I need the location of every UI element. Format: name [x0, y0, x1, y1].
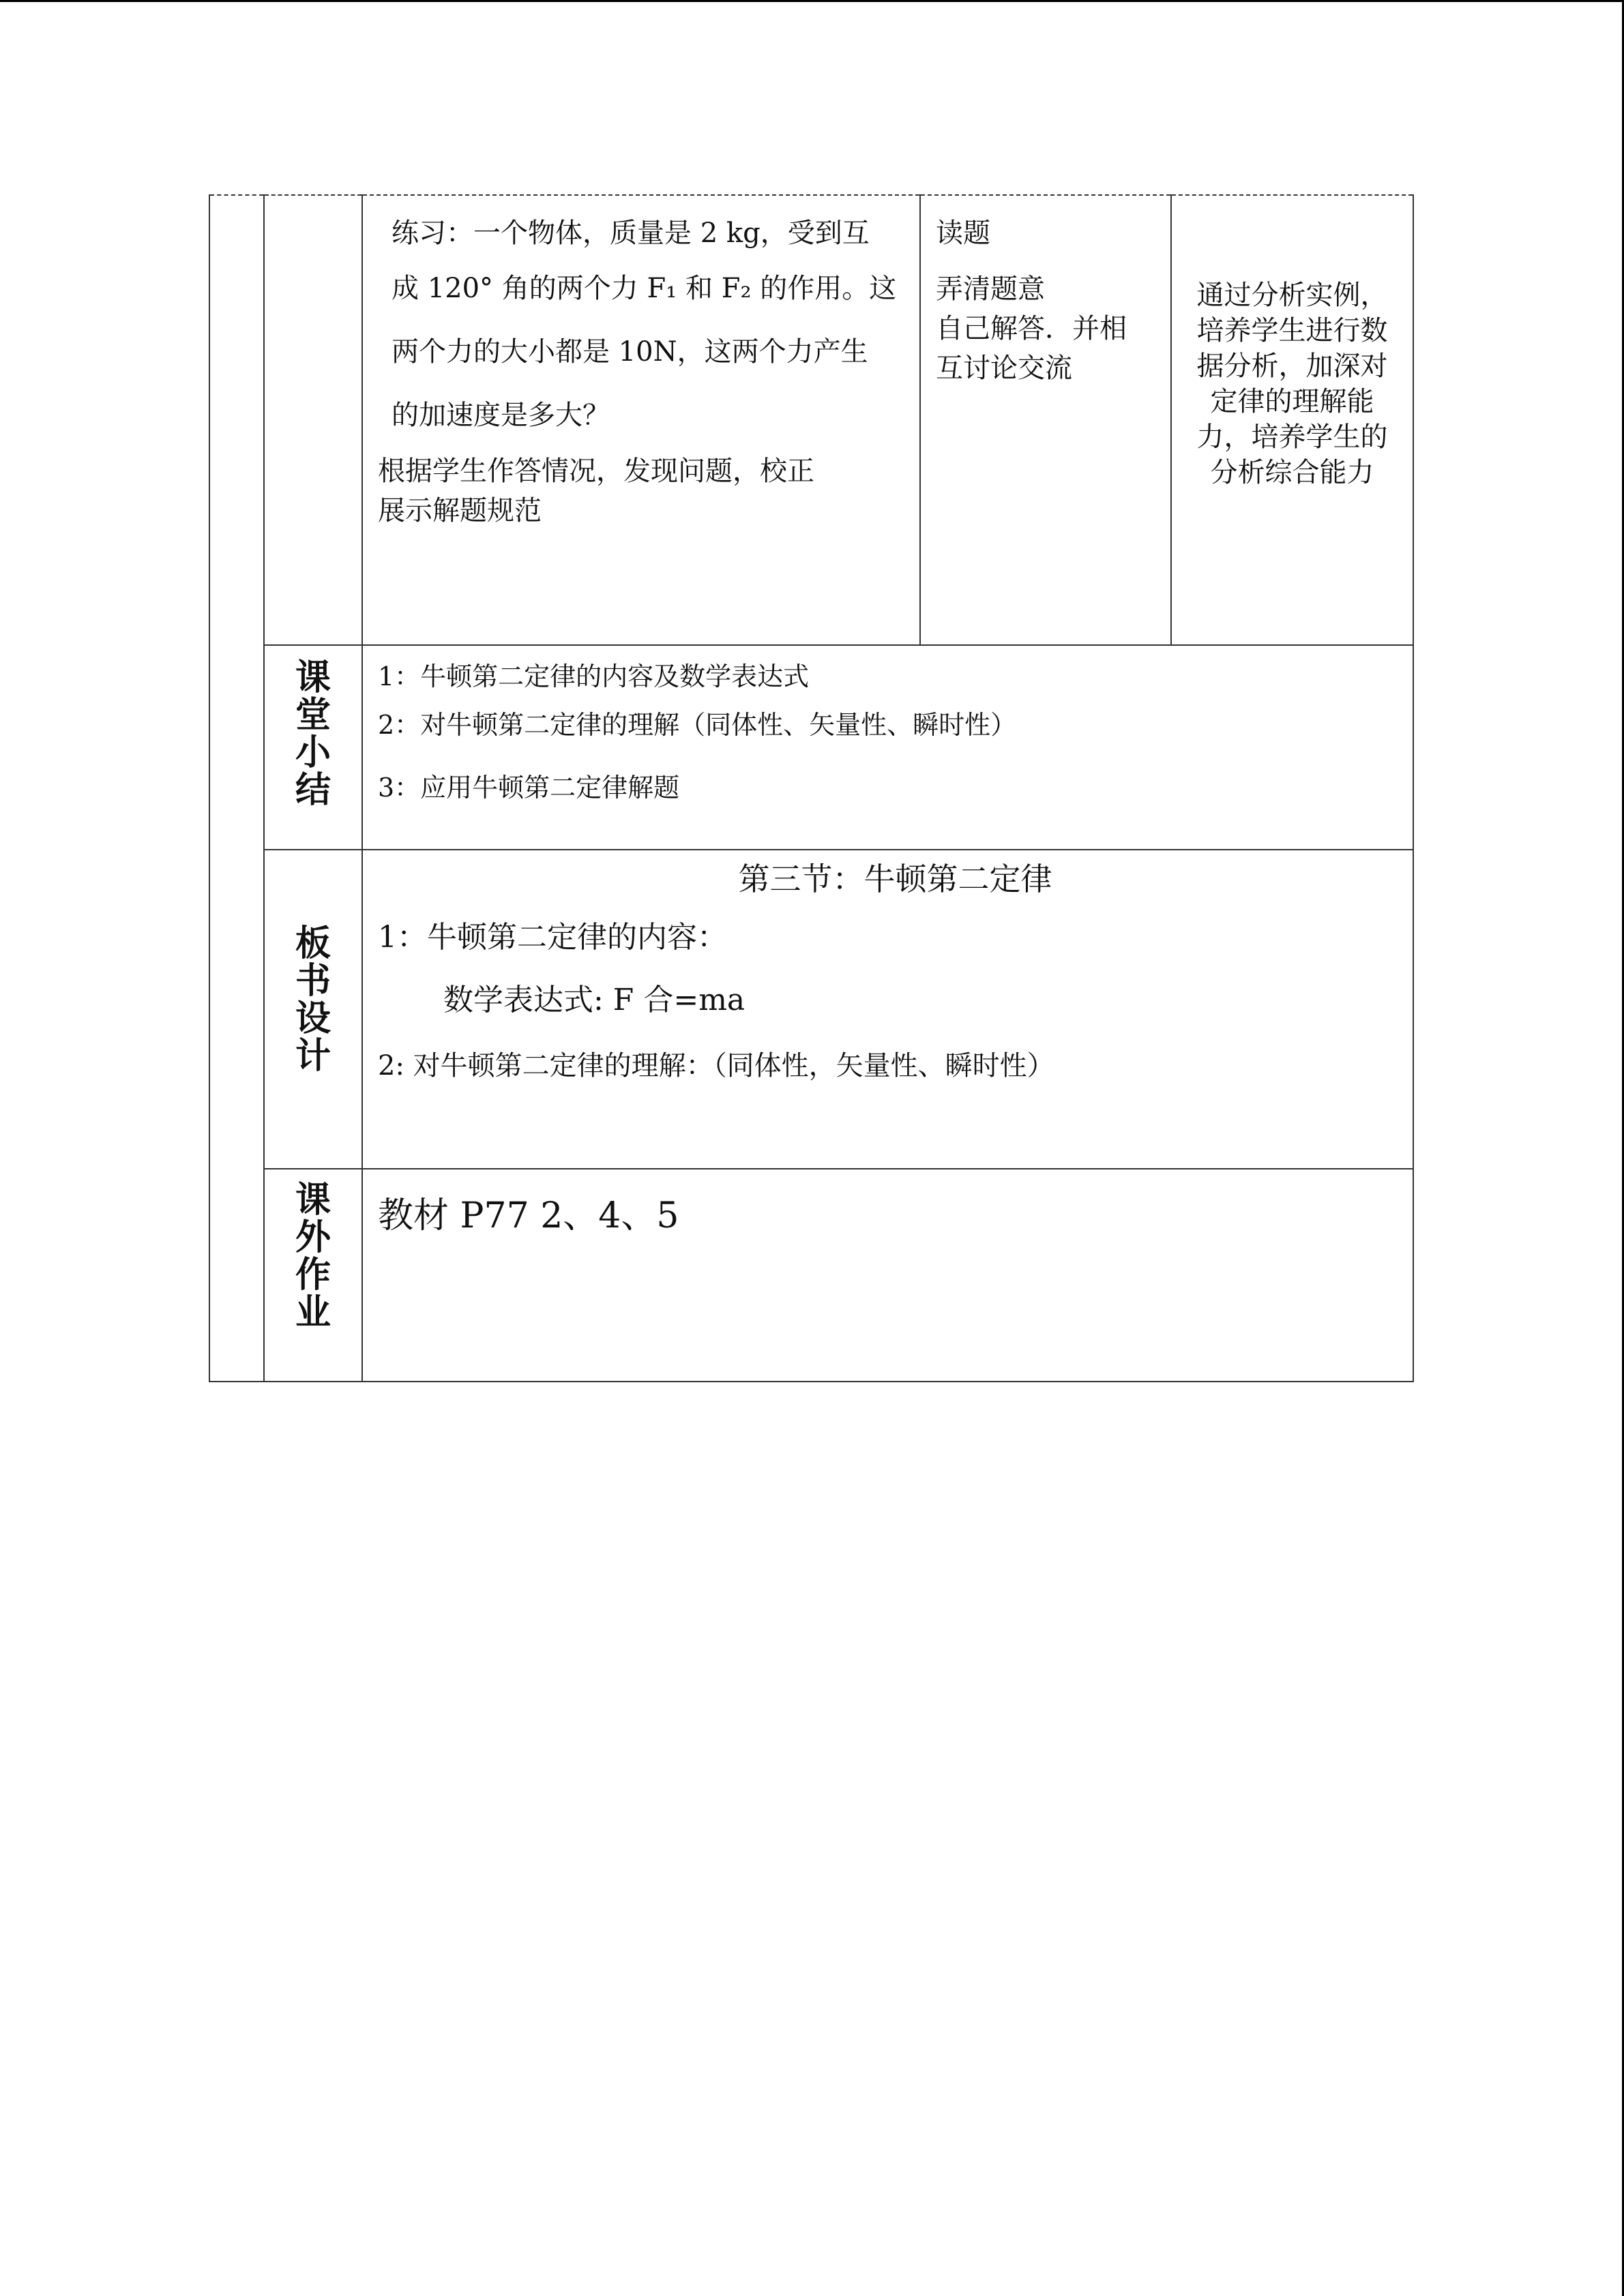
practice-section-cell	[264, 195, 362, 645]
student-activity-cell	[920, 195, 1171, 645]
homework-row	[209, 1169, 1413, 1382]
design-intent-line: 力，培养学生的	[1196, 421, 1388, 453]
design-intent-line: 培养学生进行数	[1196, 315, 1388, 346]
summary-label-char: 课	[295, 657, 331, 698]
summary-item: 3：应用牛顿第二定律解题	[378, 773, 680, 803]
student-activity-line: 弄清题意	[936, 273, 1045, 305]
summary-label-cell	[264, 645, 362, 850]
summary-label-char: 小	[295, 732, 331, 774]
board-label-char: 设	[295, 998, 331, 1040]
teacher-activity-line: 展示解题规范	[378, 495, 542, 526]
homework-label-char: 课	[295, 1180, 331, 1221]
summary-row	[209, 645, 1413, 850]
design-intent-line: 据分析，加深对	[1196, 351, 1388, 382]
student-activity-line: 自己解答．并相	[936, 313, 1127, 344]
board-label-char: 书	[295, 961, 331, 1002]
board-formula-line: 数学表达式: F 合=ma	[443, 983, 745, 1017]
homework-text: 教材 P77 2、4、5	[378, 1195, 679, 1236]
homework-label-char: 作	[295, 1255, 331, 1296]
board-title: 第三节：牛顿第二定律	[738, 861, 1052, 897]
teacher-activity-line: 根据学生作答情况，发现问题，校正	[378, 456, 814, 487]
homework-label-char: 业	[295, 1292, 331, 1334]
student-activity-line: 互讨论交流	[936, 353, 1072, 384]
summary-item: 2：对牛顿第二定律的理解（同体性、矢量性、瞬时性）	[378, 710, 1017, 740]
homework-label-char: 外	[295, 1217, 331, 1259]
summary-item: 1：牛顿第二定律的内容及数学表达式	[378, 661, 810, 691]
board-content-cell	[362, 850, 1413, 1169]
design-intent-line: 定律的理解能	[1210, 386, 1374, 417]
practice-question-line: 练习：一个物体，质量是 2 kg，受到互	[392, 218, 870, 249]
board-content-line: 2: 对牛顿第二定律的理解：（同体性，矢量性、瞬时性）	[378, 1050, 1054, 1082]
summary-label-char: 结	[295, 770, 331, 811]
homework-label	[265, 1169, 361, 1332]
board-design-row	[209, 850, 1413, 1169]
design-intent-cell	[1171, 195, 1413, 645]
board-label-char: 计	[295, 1036, 331, 1077]
practice-question-line: 成 120° 角的两个力 F₁ 和 F₂ 的作用。这	[392, 273, 897, 304]
student-activity-line: 读题	[936, 218, 990, 249]
board-content-line: 1：牛顿第二定律的内容：	[378, 920, 727, 955]
practice-content-cell	[362, 195, 920, 645]
board-label	[265, 850, 361, 1075]
board-label-char: 板	[295, 923, 331, 964]
summary-label	[265, 646, 361, 809]
practice-question-line: 的加速度是多大？	[392, 400, 610, 431]
page-top-border	[0, 0, 1624, 2]
design-intent-line: 通过分析实例，	[1196, 280, 1388, 311]
summary-label-char: 堂	[295, 695, 331, 736]
board-label-cell	[264, 850, 362, 1169]
practice-row	[209, 195, 1413, 645]
design-intent-line: 分析综合能力	[1210, 457, 1374, 488]
lesson-plan-table	[209, 194, 1414, 1382]
outer-margin-cell	[209, 195, 264, 1382]
summary-content-cell	[362, 645, 1413, 850]
homework-content-cell	[362, 1169, 1413, 1382]
homework-label-cell	[264, 1169, 362, 1382]
practice-question-line: 两个力的大小都是 10N，这两个力产生	[392, 336, 868, 368]
